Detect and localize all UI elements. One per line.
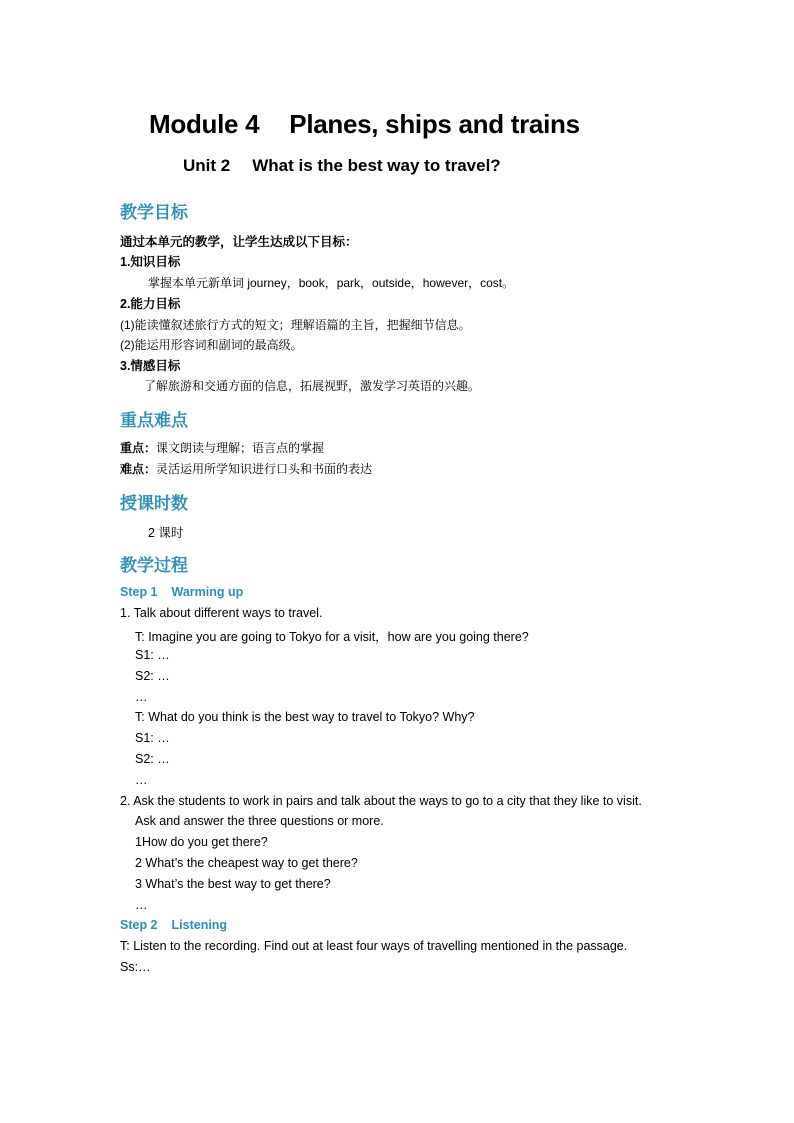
step2-label: Step 2 — [120, 918, 158, 932]
title-name: Planes, ships and trains — [289, 109, 580, 139]
ability-item: (1)能读懂叙述旅行方式的短文；理解语篇的主旨，把握细节信息。 — [120, 318, 471, 332]
step1-line: … — [135, 690, 148, 704]
knowledge-heading: 1.知识目标 — [120, 255, 181, 269]
step1-line: 1. Talk about different ways to travel. — [120, 606, 323, 620]
step1-line: S1: … — [135, 648, 170, 662]
step1-line: 2. Ask the students to work in pairs and talk about the ways to go to a city that they like to visit. — [120, 794, 642, 808]
step1-line: T: What do you think is the best way to travel to Tokyo? Why? — [135, 710, 475, 724]
key-point-line — [120, 439, 324, 456]
ability-item: (2)能运用形容词和副词的最高级。 — [120, 338, 303, 352]
emotion-heading: 3.情感目标 — [120, 359, 181, 373]
title-module: Module 4 — [149, 109, 260, 139]
subtitle-name: What is the best way to travel? — [252, 156, 501, 175]
step1-label: Step 1 — [120, 585, 158, 599]
objectives-heading: 教学目标 — [120, 203, 188, 222]
hours-heading: 授课时数 — [120, 494, 188, 513]
step1-heading — [120, 585, 243, 599]
objectives-intro: 通过本单元的教学，让学生达成以下目标： — [120, 235, 358, 249]
step1-line: S2: … — [135, 752, 170, 766]
difficult-text: 灵活运用所学知识进行口头和书面的表达 — [156, 462, 373, 476]
step1-line: S2: … — [135, 669, 170, 683]
key-label: 重点： — [120, 441, 157, 455]
step1-line: 1How do you get there? — [135, 835, 268, 849]
difficult-label: 难点： — [120, 462, 157, 476]
step1-line: T: Imagine you are going to Tokyo for a visit，how are you going there? — [135, 630, 529, 644]
step1-line: S1: … — [135, 731, 170, 745]
difficult-point-line — [120, 460, 372, 477]
ability-heading: 2.能力目标 — [120, 297, 181, 311]
step1-line: … — [135, 773, 148, 787]
step1-line: 3 What’s the best way to get there? — [135, 877, 331, 891]
key-points-heading: 重点难点 — [120, 411, 188, 430]
step2-name: Listening — [171, 918, 228, 932]
document-subtitle — [183, 156, 501, 176]
emotion-text: 了解旅游和交通方面的信息，拓展视野，激发学习英语的兴趣。 — [144, 379, 481, 393]
process-heading: 教学过程 — [120, 556, 188, 575]
step1-name: Warming up — [171, 585, 244, 599]
key-text: 课文朗读与理解；语言点的掌握 — [156, 441, 325, 455]
document-title — [149, 109, 580, 140]
knowledge-text: 掌握本单元新单词 journey，book，park，outside，however，cost。 — [148, 276, 515, 290]
step1-line: 2 What’s the cheapest way to get there? — [135, 856, 358, 870]
step2-line: T: Listen to the recording. Find out at least four ways of travelling mentioned in the passage. — [120, 939, 628, 953]
step1-line: Ask and answer the three questions or more. — [135, 814, 384, 828]
step1-line: … — [135, 898, 148, 912]
step2-line: Ss:… — [120, 960, 151, 974]
subtitle-unit: Unit 2 — [183, 156, 231, 175]
hours-text: 2 课时 — [148, 526, 184, 540]
step2-heading — [120, 918, 227, 932]
